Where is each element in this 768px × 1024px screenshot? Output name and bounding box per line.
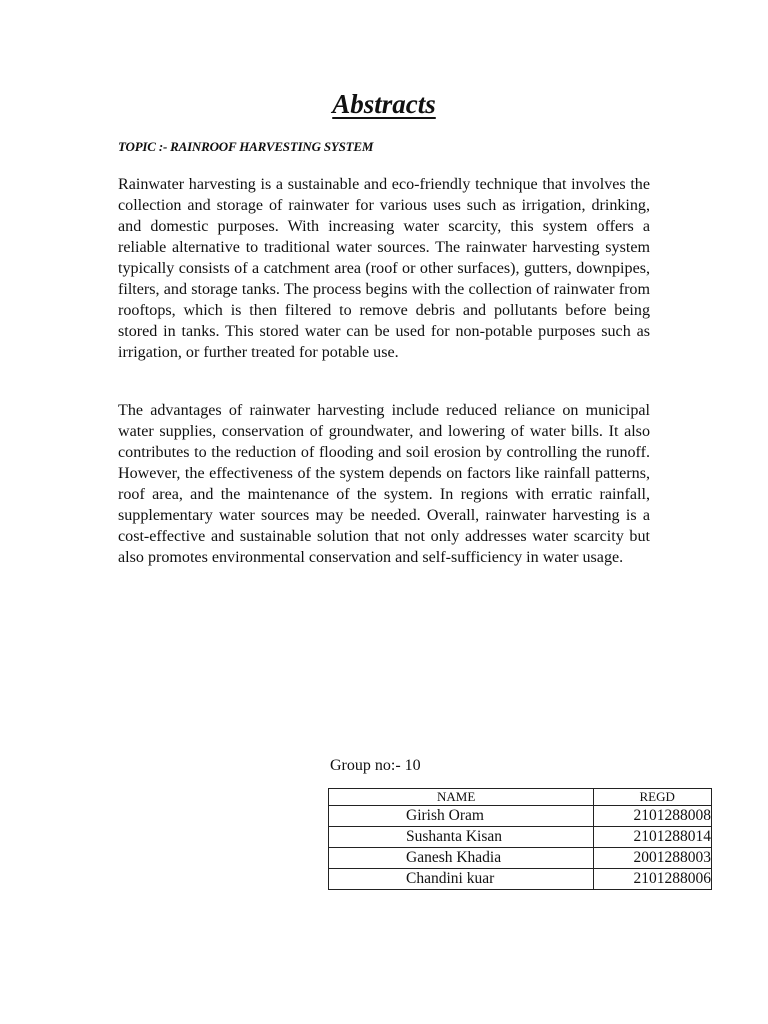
member-regd: 2001288003	[593, 848, 712, 869]
member-regd: 2101288006	[593, 869, 712, 890]
member-name: Sushanta Kisan	[329, 827, 594, 848]
members-table	[328, 788, 712, 890]
table-row	[329, 806, 712, 827]
table-row	[329, 848, 712, 869]
table-row	[329, 869, 712, 890]
topic-heading: TOPIC :- RAINROOF HARVESTING SYSTEM	[118, 139, 374, 154]
table-header-row	[329, 789, 712, 806]
page-title	[0, 86, 768, 122]
table-row	[329, 827, 712, 848]
abstract-paragraph-2: The advantages of rainwater harvesting include reduced reliance on municipal water supplies, conservation of groundwater, and lowering of water bills. It also contributes to the reduction of flooding and soil erosion by controlling the runoff. However, the effectiveness of the system depends on factors like rainfall patterns, roof area, and the maintenance of the system. In regions with erratic rainfall, supplementary water sources may be needed. Overall, rainwater harvesting is a cost-effective and sustainable solution that not only addresses water scarcity but also promotes environmental conservation and self-sufficiency in water usage.	[118, 402, 650, 566]
group-number-label: Group no:- 10	[330, 757, 421, 774]
title-text: Abstracts	[332, 89, 436, 119]
member-name: Ganesh Khadia	[329, 848, 594, 869]
name-column-header: NAME	[329, 789, 594, 806]
abstract-paragraph-1: Rainwater harvesting is a sustainable and eco-friendly technique that involves the collection and storage of rainwater for various uses such as irrigation, drinking, and domestic purposes. With increasing water scarcity, this system offers a reliable alternative to traditional water sources. The rainwater harvesting system typically consists of a catchment area (roof or other surfaces), gutters, downpipes, filters, and storage tanks. The process begins with the collection of rainwater from rooftops, which is then filtered to remove debris and pollutants before being stored in tanks. This stored water can be used for non-potable purposes such as irrigation, or further treated for potable use.	[118, 176, 650, 361]
member-regd: 2101288014	[593, 827, 712, 848]
member-name: Chandini kuar	[329, 869, 594, 890]
regd-column-header: REGD	[593, 789, 712, 806]
member-name: Girish Oram	[329, 806, 594, 827]
member-regd: 2101288008	[593, 806, 712, 827]
